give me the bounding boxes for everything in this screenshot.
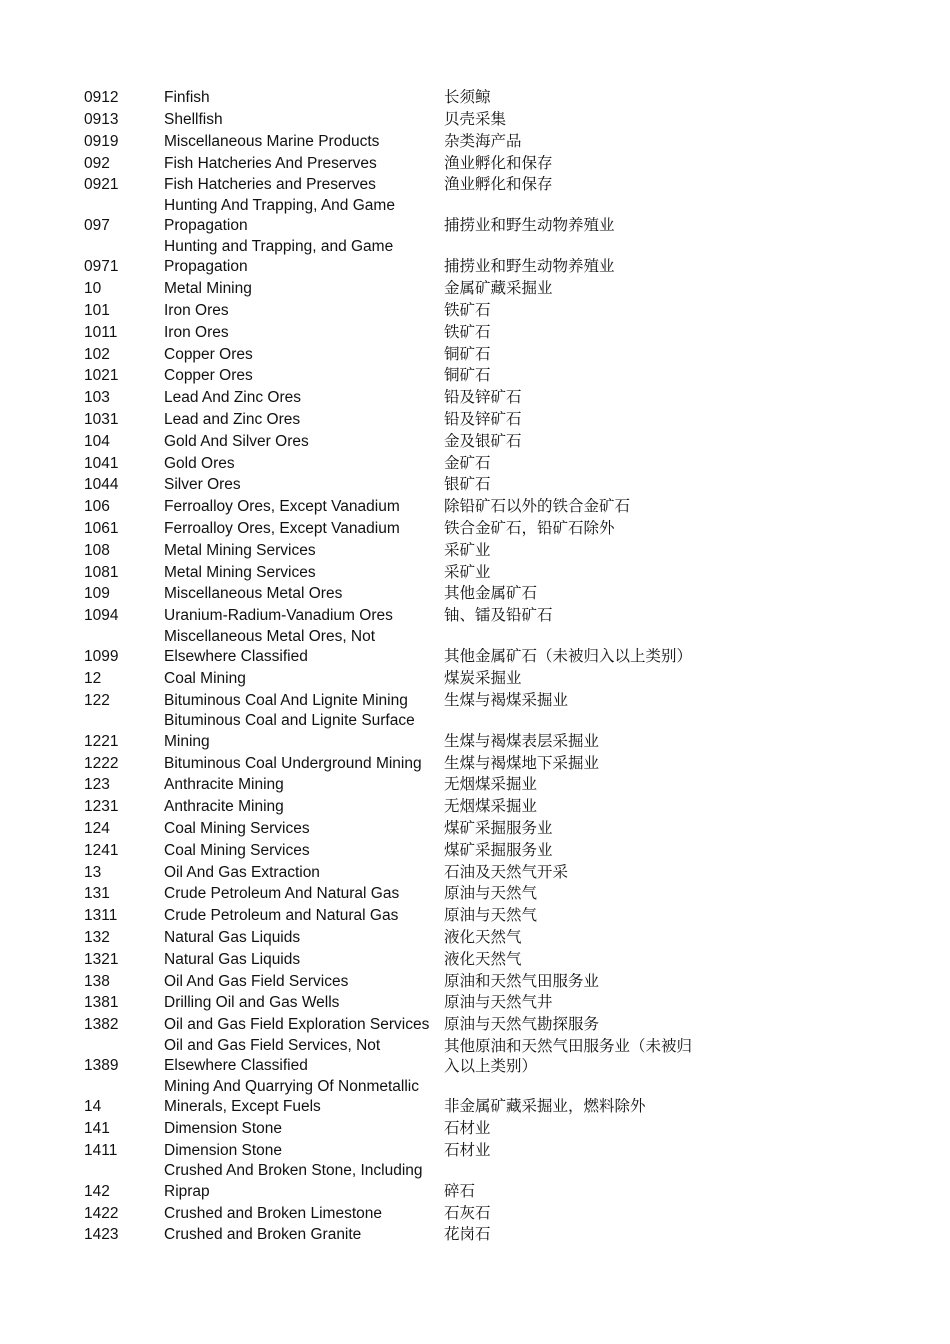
code-cell: 1031 — [84, 411, 119, 429]
chinese-name-cell: 铜矿石 — [444, 345, 491, 363]
code-cell: 104 — [84, 432, 110, 450]
chinese-name-cell: 除铅矿石以外的铁合金矿石 — [444, 498, 631, 516]
english-name-cell: Gold Ores — [164, 454, 235, 472]
english-name-cell: Dimension Stone — [164, 1141, 283, 1159]
table-row — [84, 365, 724, 387]
chinese-name-cell: 石材业 — [444, 1119, 491, 1137]
code-cell: 1222 — [84, 754, 119, 772]
english-name-cell: Hunting and Trapping, and Game Propagation — [164, 237, 394, 276]
code-cell: 1241 — [84, 841, 119, 859]
code-cell: 1041 — [84, 454, 119, 472]
chinese-name-cell: 铅及锌矿石 — [444, 389, 522, 407]
table-row — [84, 300, 724, 322]
table-row — [84, 87, 724, 109]
table-row — [84, 174, 724, 196]
chinese-name-cell: 铜矿石 — [444, 367, 491, 385]
table-row — [84, 605, 724, 627]
code-cell: 0913 — [84, 111, 119, 129]
english-name-cell: Uranium-Radium-Vanadium Ores — [164, 607, 393, 625]
industry-code-table — [84, 87, 724, 1246]
english-name-cell: Natural Gas Liquids — [164, 950, 301, 968]
english-name-cell: Coal Mining Services — [164, 841, 310, 859]
code-cell: 0919 — [84, 132, 119, 150]
chinese-name-cell: 采矿业 — [444, 541, 491, 559]
chinese-name-cell: 石材业 — [444, 1141, 491, 1159]
table-row — [84, 992, 724, 1014]
code-cell: 0921 — [84, 176, 119, 194]
english-name-cell: Oil And Gas Extraction — [164, 863, 320, 881]
code-cell: 1044 — [84, 476, 119, 494]
chinese-name-cell: 铅及锌矿石 — [444, 411, 522, 429]
table-row — [84, 152, 724, 174]
chinese-name-cell: 铁矿石 — [444, 323, 491, 341]
code-cell: 141 — [84, 1119, 110, 1137]
english-name-cell: Shellfish — [164, 111, 223, 129]
table-row — [84, 861, 724, 883]
table-row — [84, 970, 724, 992]
english-name-cell: Hunting And Trapping, And Game Propagation — [164, 196, 395, 235]
english-name-cell: Gold And Silver Ores — [164, 432, 309, 450]
table-row — [84, 1139, 724, 1161]
code-cell: 1081 — [84, 563, 119, 581]
english-name-cell: Lead and Zinc Ores — [164, 411, 301, 429]
english-name-cell: Bituminous Coal and Lignite Surface Mining — [164, 712, 415, 750]
english-name-cell: Crushed and Broken Limestone — [164, 1204, 382, 1222]
chinese-name-cell: 煤炭采掘业 — [444, 670, 522, 688]
chinese-name-cell: 原油与天然气井 — [444, 994, 553, 1012]
code-cell: 1011 — [84, 323, 118, 341]
table-row — [84, 387, 724, 409]
chinese-name-cell: 原油与天然气 — [444, 885, 538, 903]
table-row — [84, 774, 724, 796]
chinese-name-cell: 生煤与褐煤采掘业 — [444, 691, 569, 709]
table-row — [84, 452, 724, 474]
code-cell: 0971 — [84, 258, 119, 276]
chinese-name-cell: 其他原油和天然气田服务业（未被归入以上类别） — [444, 1037, 693, 1076]
chinese-name-cell: 贝壳采集 — [444, 111, 507, 129]
code-cell: 122 — [84, 691, 110, 709]
english-name-cell: Coal Mining — [164, 670, 246, 688]
code-cell: 123 — [84, 776, 110, 794]
code-cell: 1231 — [84, 798, 119, 816]
chinese-name-cell: 其他金属矿石（未被归入以上类别） — [444, 648, 693, 666]
table-row — [84, 927, 724, 949]
code-cell: 108 — [84, 541, 110, 559]
chinese-name-cell: 其他金属矿石 — [444, 585, 538, 603]
table-row — [84, 583, 724, 605]
english-name-cell: Iron Ores — [164, 323, 229, 341]
code-cell: 1422 — [84, 1204, 119, 1222]
code-cell: 13 — [84, 863, 102, 881]
code-cell: 1381 — [84, 994, 119, 1012]
code-cell: 1411 — [84, 1141, 118, 1159]
english-name-cell: Anthracite Mining — [164, 776, 284, 794]
chinese-name-cell: 长须鲸 — [444, 89, 491, 107]
table-row — [84, 690, 724, 712]
english-name-cell: Oil and Gas Field Exploration Services — [164, 1016, 430, 1034]
table-row — [84, 1077, 724, 1118]
english-name-cell: Anthracite Mining — [164, 798, 284, 816]
english-name-cell: Fish Hatcheries and Preserves — [164, 176, 376, 194]
english-name-cell: Crushed and Broken Granite — [164, 1226, 362, 1244]
english-name-cell: Metal Mining — [164, 280, 252, 298]
english-name-cell: Oil And Gas Field Services — [164, 972, 349, 990]
code-cell: 1321 — [84, 950, 119, 968]
english-name-cell: Silver Ores — [164, 476, 241, 494]
code-cell: 1221 — [84, 732, 119, 750]
english-name-cell: Finfish — [164, 89, 210, 107]
english-name-cell: Crude Petroleum And Natural Gas — [164, 885, 400, 903]
chinese-name-cell: 银矿石 — [444, 476, 491, 494]
chinese-name-cell: 杂类海产品 — [444, 132, 522, 150]
code-cell: 101 — [84, 302, 110, 320]
code-cell: 1423 — [84, 1226, 119, 1244]
chinese-name-cell: 碎石 — [444, 1182, 476, 1200]
table-row — [84, 883, 724, 905]
table-row — [84, 540, 724, 562]
chinese-name-cell: 铀、镭及铅矿石 — [444, 607, 553, 625]
english-name-cell: Oil and Gas Field Services, Not Elsewhere Classified — [164, 1036, 381, 1075]
table-row — [84, 949, 724, 971]
code-cell: 106 — [84, 498, 110, 516]
chinese-name-cell: 金矿石 — [444, 454, 491, 472]
chinese-name-cell: 煤矿采掘服务业 — [444, 841, 553, 859]
chinese-name-cell: 原油和天然气田服务业 — [444, 972, 600, 990]
code-cell: 0912 — [84, 89, 119, 107]
chinese-name-cell: 石灰石 — [444, 1204, 491, 1222]
english-name-cell: Bituminous Coal Underground Mining — [164, 754, 422, 772]
code-cell: 10 — [84, 280, 102, 298]
chinese-name-cell: 捕捞业和野生动物养殖业 — [444, 258, 615, 276]
chinese-name-cell: 采矿业 — [444, 563, 491, 581]
table-row — [84, 711, 724, 752]
table-row — [84, 1161, 724, 1202]
code-cell: 1061 — [84, 520, 119, 538]
chinese-name-cell: 铁合金矿石，铅矿石除外 — [444, 520, 615, 538]
table-row — [84, 1224, 724, 1246]
table-row — [84, 409, 724, 431]
chinese-name-cell: 原油与天然气 — [444, 907, 538, 925]
chinese-name-cell: 液化天然气 — [444, 950, 522, 968]
english-name-cell: Ferroalloy Ores, Except Vanadium — [164, 520, 400, 538]
code-cell: 1021 — [84, 367, 119, 385]
english-name-cell: Miscellaneous Marine Products — [164, 132, 380, 150]
table-row — [84, 796, 724, 818]
english-name-cell: Copper Ores — [164, 345, 253, 363]
english-name-cell: Miscellaneous Metal Ores — [164, 585, 343, 603]
english-name-cell: Drilling Oil and Gas Wells — [164, 994, 340, 1012]
chinese-name-cell: 液化天然气 — [444, 929, 522, 946]
code-cell: 097 — [84, 217, 110, 235]
table-row — [84, 196, 724, 237]
english-name-cell: Dimension Stone — [164, 1119, 283, 1137]
english-name-cell: Mining And Quarrying Of Nonmetallic Minerals, Except Fuels — [164, 1077, 420, 1116]
table-row — [84, 496, 724, 518]
table-row — [84, 627, 724, 668]
code-cell: 109 — [84, 585, 110, 603]
table-row — [84, 840, 724, 862]
code-cell: 131 — [84, 885, 110, 903]
table-row — [84, 237, 724, 278]
english-name-cell: Crushed And Broken Stone, Including Riprap — [164, 1162, 423, 1200]
chinese-name-cell: 非金属矿藏采掘业，燃料除外 — [444, 1098, 646, 1116]
table-row — [84, 109, 724, 131]
english-name-cell: Miscellaneous Metal Ores, Not Elsewhere Classified — [164, 627, 376, 666]
english-name-cell: Natural Gas Liquids — [164, 929, 301, 946]
code-cell: 1311 — [84, 907, 118, 925]
code-cell: 14 — [84, 1098, 102, 1116]
chinese-name-cell: 铁矿石 — [444, 302, 491, 320]
english-name-cell: Crude Petroleum and Natural Gas — [164, 907, 399, 925]
chinese-name-cell: 花岗石 — [444, 1226, 491, 1244]
table-row — [84, 431, 724, 453]
code-cell: 124 — [84, 820, 110, 838]
english-name-cell: Ferroalloy Ores, Except Vanadium — [164, 498, 400, 516]
english-name-cell: Iron Ores — [164, 302, 229, 320]
chinese-name-cell: 石油及天然气开采 — [444, 863, 569, 881]
english-name-cell: Lead And Zinc Ores — [164, 389, 301, 407]
table-row — [84, 322, 724, 344]
chinese-name-cell: 渔业孵化和保存 — [444, 154, 553, 172]
table-row — [84, 905, 724, 927]
chinese-name-cell: 无烟煤采掘业 — [444, 776, 538, 794]
chinese-name-cell: 无烟煤采掘业 — [444, 798, 538, 816]
chinese-name-cell: 原油与天然气勘探服务 — [444, 1016, 600, 1034]
chinese-name-cell: 捕捞业和野生动物养殖业 — [444, 217, 615, 235]
english-name-cell: Metal Mining Services — [164, 541, 316, 559]
table-row — [84, 752, 724, 774]
english-name-cell: Metal Mining Services — [164, 563, 316, 581]
chinese-name-cell: 煤矿采掘服务业 — [444, 820, 553, 838]
code-cell: 102 — [84, 345, 110, 363]
table-row — [84, 343, 724, 365]
code-cell: 142 — [84, 1182, 110, 1200]
chinese-name-cell: 金及银矿石 — [444, 432, 522, 450]
table-row — [84, 474, 724, 496]
code-cell: 1094 — [84, 607, 119, 625]
table-row — [84, 1118, 724, 1140]
english-name-cell: Coal Mining Services — [164, 820, 310, 838]
code-cell: 103 — [84, 389, 110, 407]
english-name-cell: Copper Ores — [164, 367, 253, 385]
table-row — [84, 1014, 724, 1036]
chinese-name-cell: 生煤与褐煤地下采掘业 — [444, 754, 600, 772]
code-cell: 12 — [84, 670, 102, 688]
table-row — [84, 131, 724, 153]
table-row — [84, 818, 724, 840]
table-row — [84, 1036, 724, 1077]
english-name-cell: Bituminous Coal And Lignite Mining — [164, 691, 408, 709]
table-row — [84, 518, 724, 540]
table-row — [84, 1202, 724, 1224]
table-row — [84, 278, 724, 300]
table-row — [84, 668, 724, 690]
code-cell: 1389 — [84, 1057, 119, 1075]
code-cell: 1382 — [84, 1016, 119, 1034]
code-cell: 1099 — [84, 648, 119, 666]
chinese-name-cell: 金属矿藏采掘业 — [444, 280, 553, 298]
chinese-name-cell: 渔业孵化和保存 — [444, 176, 553, 194]
chinese-name-cell: 生煤与褐煤表层采掘业 — [444, 732, 600, 750]
code-cell: 138 — [84, 972, 110, 990]
code-cell: 092 — [84, 154, 110, 172]
code-cell: 132 — [84, 929, 110, 946]
table-row — [84, 561, 724, 583]
english-name-cell: Fish Hatcheries And Preserves — [164, 154, 377, 172]
